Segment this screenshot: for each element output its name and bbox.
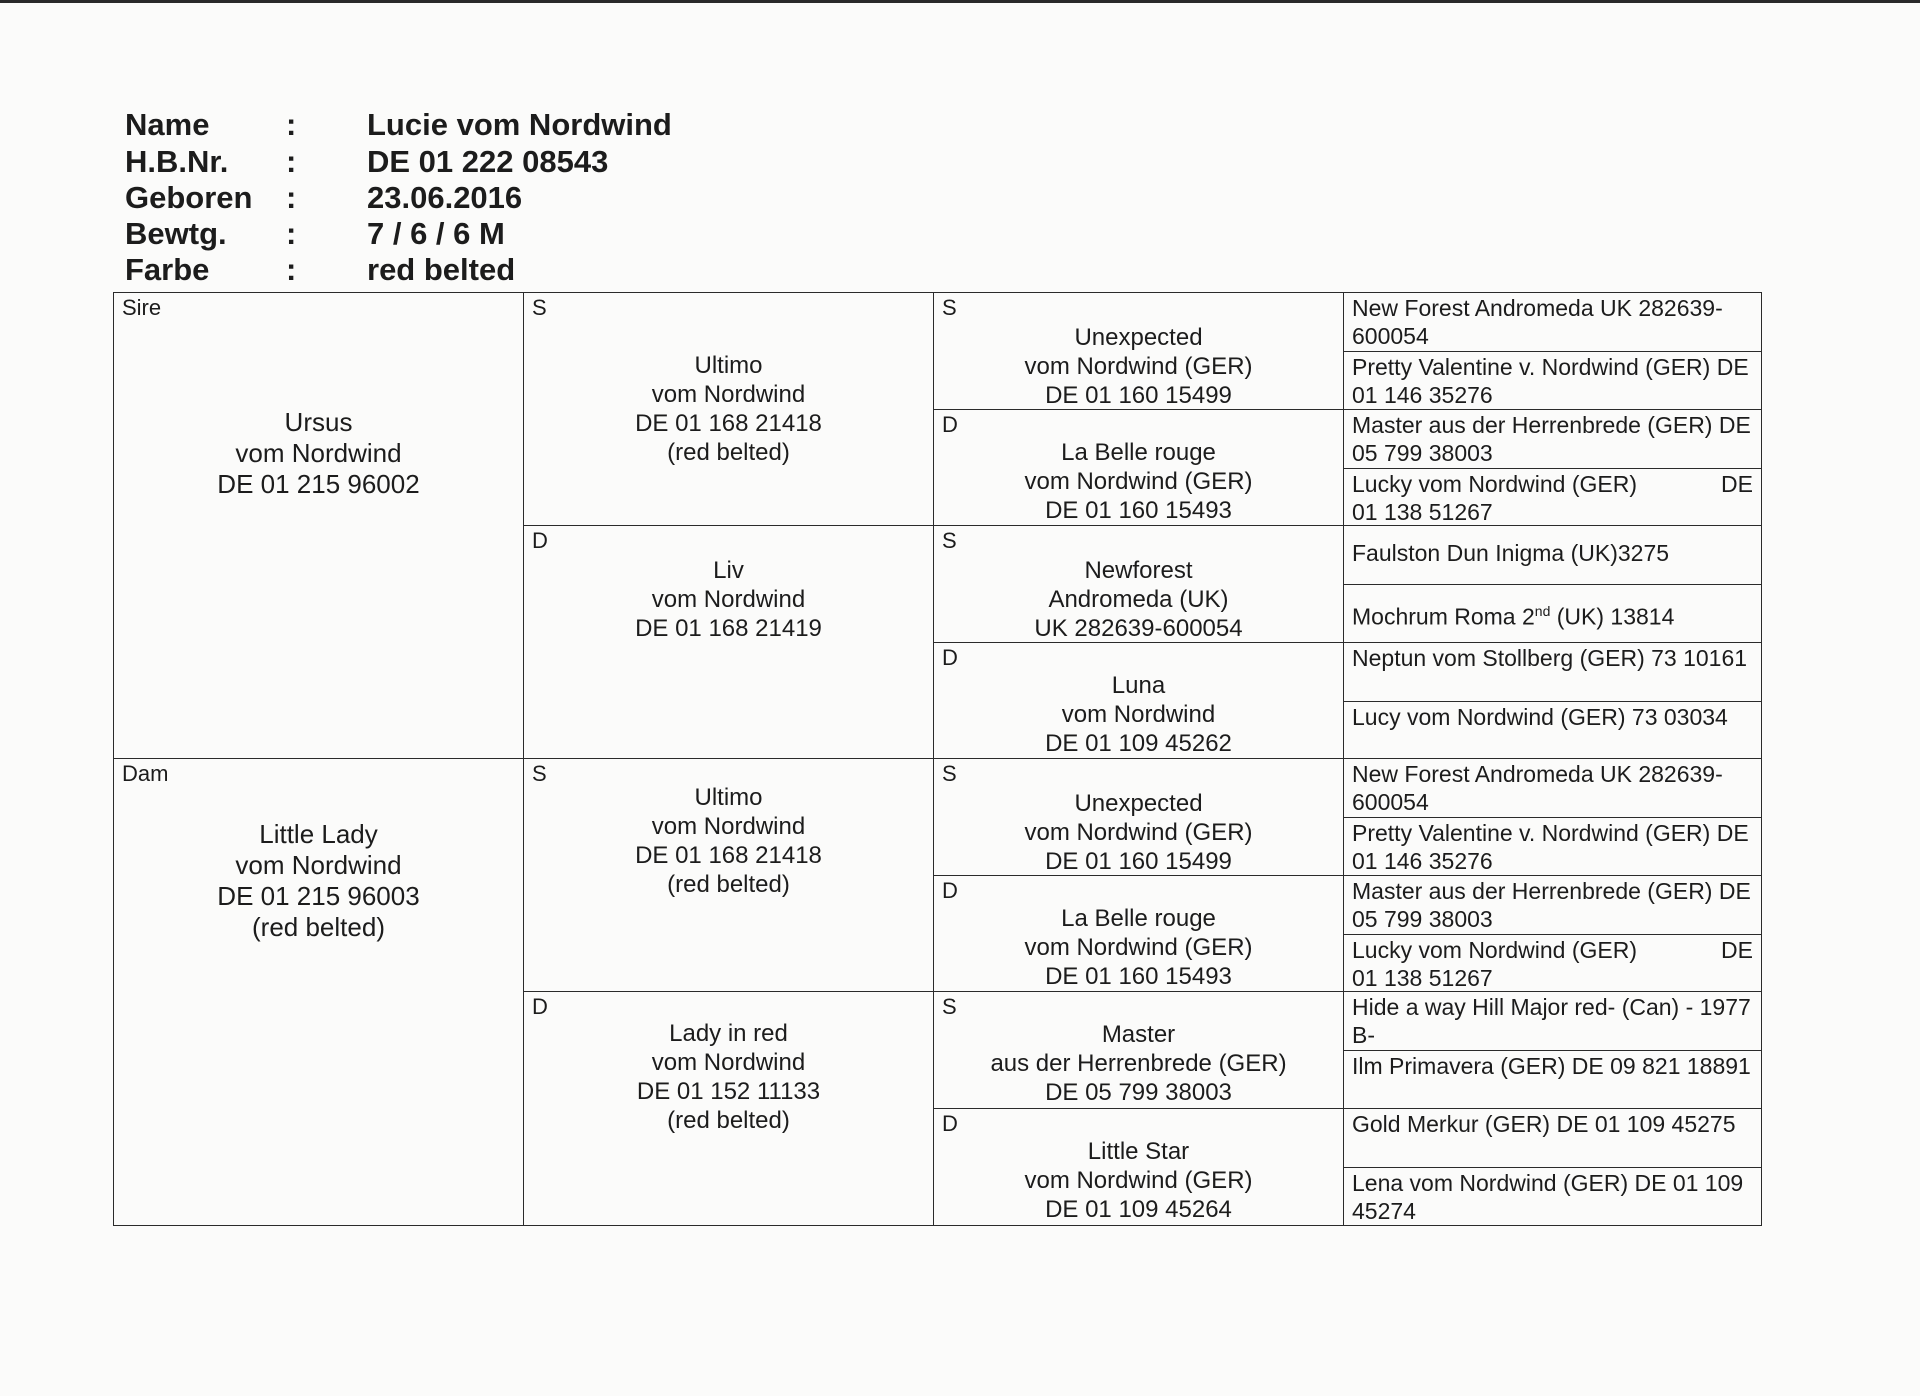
sire-dam-info <box>524 556 933 643</box>
sire-dam-name: Liv <box>713 557 744 584</box>
name-label: Name <box>125 107 210 142</box>
scan-top-edge <box>0 0 1920 3</box>
sd-sire-reg: UK 282639-600054 <box>1034 615 1243 642</box>
ds-sire-info <box>934 789 1343 876</box>
ss-dam-name: La Belle rouge <box>1061 439 1216 466</box>
sd-sire-cell <box>933 525 1344 643</box>
g4-7 <box>1343 642 1762 702</box>
g4-12-de: DE <box>1721 937 1753 963</box>
g4-8-text: Lucy vom Nordwind (GER) 73 03034 <box>1352 704 1728 730</box>
g4-6 <box>1343 584 1762 643</box>
name-colon: : <box>286 107 297 142</box>
sd-dam-tag: D <box>942 645 958 670</box>
dd-sire-cell <box>933 991 1344 1109</box>
g4-14 <box>1343 1050 1762 1109</box>
ds-sire-reg: DE 01 160 15499 <box>1045 848 1232 875</box>
sire-dam-cell <box>523 525 934 759</box>
dam-sire-name: Ultimo <box>694 784 763 811</box>
ss-dam-info <box>934 438 1343 525</box>
dd-sire-reg: DE 05 799 38003 <box>1045 1079 1232 1106</box>
dam-dam-reg: DE 01 152 11133 <box>636 1078 821 1105</box>
ss-sire-kennel: vom Nordwind (GER) <box>1024 353 1253 380</box>
g4-4-de: DE <box>1721 471 1753 497</box>
g4-8 <box>1343 701 1762 759</box>
ss-dam-reg: DE 01 160 15493 <box>1045 497 1232 524</box>
dam-sire-cell <box>523 758 934 992</box>
g4-4-reg: 01 138 51267 <box>1352 499 1493 525</box>
dam-sire-tag: S <box>532 761 547 786</box>
g4-9-text: New Forest Andromeda UK 282639-600054 <box>1352 761 1723 815</box>
g4-15-text: Gold Merkur (GER) DE 01 109 45275 <box>1352 1111 1736 1137</box>
dam-dam-cell <box>523 991 934 1226</box>
dd-dam-reg: DE 01 109 45264 <box>1045 1196 1232 1223</box>
sire-info <box>114 407 523 500</box>
g4-16 <box>1343 1167 1762 1226</box>
g4-7-text: Neptun vom Stollberg (GER) 73 10161 <box>1352 645 1748 671</box>
born-colon: : <box>286 180 297 215</box>
g4-4-name: Lucky vom Nordwind (GER) <box>1352 471 1638 497</box>
rating-value: 7 / 6 / 6 M <box>367 216 505 251</box>
ds-dam-tag: D <box>942 878 958 903</box>
g4-10-text: Pretty Valentine v. Nordwind (GER) DE 01 146 35276 <box>1352 820 1749 874</box>
dam-tag: Dam <box>122 761 169 786</box>
color-colon: : <box>286 252 297 287</box>
ss-dam-tag: D <box>942 412 958 437</box>
sire-kennel: vom Nordwind <box>235 438 402 468</box>
g4-5 <box>1343 525 1762 585</box>
ds-dam-kennel: vom Nordwind (GER) <box>1024 934 1253 961</box>
dd-sire-kennel: aus der Herrenbrede (GER) <box>990 1050 1287 1077</box>
g4-3-text: Master aus der Herrenbrede (GER) DE 05 799 38003 <box>1352 412 1751 466</box>
sire-sire-cell <box>523 292 934 526</box>
dam-dam-info <box>524 1019 933 1135</box>
dam-dam-tag: D <box>532 994 548 1019</box>
ss-sire-cell <box>933 292 1344 410</box>
born-label: Geboren <box>125 180 253 215</box>
ds-sire-tag: S <box>942 761 957 786</box>
g4-3 <box>1343 409 1762 469</box>
dam-dam-color: (red belted) <box>667 1107 790 1134</box>
g4-6-sup: nd <box>1534 603 1551 619</box>
ds-sire-name: Unexpected <box>1074 790 1203 817</box>
g4-14-text: Ilm Primavera (GER) DE 09 821 18891 <box>1352 1053 1751 1079</box>
ss-dam-kennel: vom Nordwind (GER) <box>1024 468 1253 495</box>
dam-color: (red belted) <box>252 912 385 942</box>
g4-9 <box>1343 758 1762 818</box>
dam-reg: DE 01 215 96003 <box>217 881 420 911</box>
color-value: red belted <box>367 252 516 287</box>
dd-sire-info <box>934 1020 1343 1107</box>
hbnr-colon: : <box>286 144 297 179</box>
sire-sire-tag: S <box>532 295 547 320</box>
g4-13 <box>1343 991 1762 1051</box>
sire-name: Ursus <box>284 407 353 437</box>
ss-sire-tag: S <box>942 295 957 320</box>
dd-dam-info <box>934 1137 1343 1224</box>
g4-5-text: Faulston Dun Inigma (UK)3275 <box>1352 540 1670 566</box>
g4-10 <box>1343 817 1762 876</box>
g4-4 <box>1343 468 1762 526</box>
sire-sire-info <box>524 351 933 467</box>
g4-16-text: Lena vom Nordwind (GER) DE 01 109 45274 <box>1352 1170 1744 1224</box>
sire-sire-color: (red belted) <box>667 439 790 466</box>
dam-cell <box>113 758 524 1226</box>
dam-kennel: vom Nordwind <box>235 850 402 880</box>
sire-reg: DE 01 215 96002 <box>217 469 420 499</box>
rating-label: Bewtg. <box>125 216 227 251</box>
sd-sire-kennel: Andromeda (UK) <box>1048 586 1229 613</box>
dam-sire-color: (red belted) <box>667 871 790 898</box>
sd-dam-reg: DE 01 109 45262 <box>1045 730 1232 757</box>
sire-cell <box>113 292 524 759</box>
g4-6-name: Mochrum Roma 2 <box>1352 603 1535 630</box>
hbnr-label: H.B.Nr. <box>125 144 229 179</box>
g4-2-text: Pretty Valentine v. Nordwind (GER) DE 01 146 35276 <box>1352 354 1749 408</box>
g4-11-text: Master aus der Herrenbrede (GER) DE 05 799 38003 <box>1352 878 1751 932</box>
dd-sire-tag: S <box>942 994 957 1019</box>
dd-dam-tag: D <box>942 1111 958 1136</box>
ss-sire-info <box>934 323 1343 410</box>
color-label: Farbe <box>125 252 210 287</box>
ds-dam-reg: DE 01 160 15493 <box>1045 963 1232 990</box>
g4-12-reg: 01 138 51267 <box>1352 965 1493 991</box>
g4-12 <box>1343 934 1762 992</box>
sd-sire-name: Newforest <box>1084 557 1193 584</box>
sire-tag: Sire <box>122 295 162 320</box>
sire-dam-kennel: vom Nordwind <box>651 586 806 613</box>
g4-13-text: Hide a way Hill Major red- (Can) - 1977 B- <box>1352 994 1751 1048</box>
rating-colon: : <box>286 216 297 251</box>
sd-dam-kennel: vom Nordwind <box>1061 701 1216 728</box>
dam-sire-info <box>524 783 933 899</box>
dd-dam-cell <box>933 1108 1344 1226</box>
dam-info <box>114 819 523 943</box>
ss-dam-cell <box>933 409 1344 526</box>
name-value: Lucie vom Nordwind <box>367 107 672 142</box>
g4-2 <box>1343 351 1762 410</box>
sire-sire-kennel: vom Nordwind <box>651 381 806 408</box>
sd-sire-info <box>934 556 1343 643</box>
dam-dam-kennel: vom Nordwind <box>651 1049 806 1076</box>
ds-sire-cell <box>933 758 1344 876</box>
g4-11 <box>1343 875 1762 935</box>
pedigree-table <box>113 292 1762 1226</box>
ss-sire-reg: DE 01 160 15499 <box>1045 382 1232 409</box>
sire-sire-reg: DE 01 168 21418 <box>635 410 822 437</box>
ds-dam-cell <box>933 875 1344 992</box>
dd-sire-name: Master <box>1101 1021 1176 1048</box>
g4-1-text: New Forest Andromeda UK 282639-600054 <box>1352 295 1723 349</box>
sd-sire-tag: S <box>942 528 957 553</box>
dd-dam-name: Little Star <box>1087 1138 1190 1165</box>
sd-dam-info <box>934 671 1343 758</box>
dam-sire-reg: DE 01 168 21418 <box>635 842 822 869</box>
g4-1 <box>1343 292 1762 352</box>
sire-dam-tag: D <box>532 528 548 553</box>
sire-sire-name: Ultimo <box>694 352 763 379</box>
g4-12-text <box>1352 936 1755 992</box>
g4-12-name: Lucky vom Nordwind (GER) <box>1352 937 1638 963</box>
g4-4-text <box>1352 470 1755 526</box>
dam-sire-kennel: vom Nordwind <box>651 813 806 840</box>
sd-dam-name: Luna <box>1111 672 1166 699</box>
hbnr-value: DE 01 222 08543 <box>367 144 609 179</box>
sd-dam-cell <box>933 642 1344 759</box>
g4-15 <box>1343 1108 1762 1168</box>
ds-dam-name: La Belle rouge <box>1061 905 1216 932</box>
dam-dam-name: Lady in red <box>669 1020 788 1047</box>
sire-dam-reg: DE 01 168 21419 <box>635 615 822 642</box>
ds-sire-kennel: vom Nordwind (GER) <box>1024 819 1253 846</box>
ss-sire-name: Unexpected <box>1074 324 1203 351</box>
ds-dam-info <box>934 904 1343 991</box>
g4-6-text <box>1352 597 1755 631</box>
dam-name: Little Lady <box>259 819 378 849</box>
dd-dam-kennel: vom Nordwind (GER) <box>1024 1167 1253 1194</box>
born-value: 23.06.2016 <box>367 180 523 215</box>
g4-6-reg: (UK) 13814 <box>1550 603 1675 630</box>
